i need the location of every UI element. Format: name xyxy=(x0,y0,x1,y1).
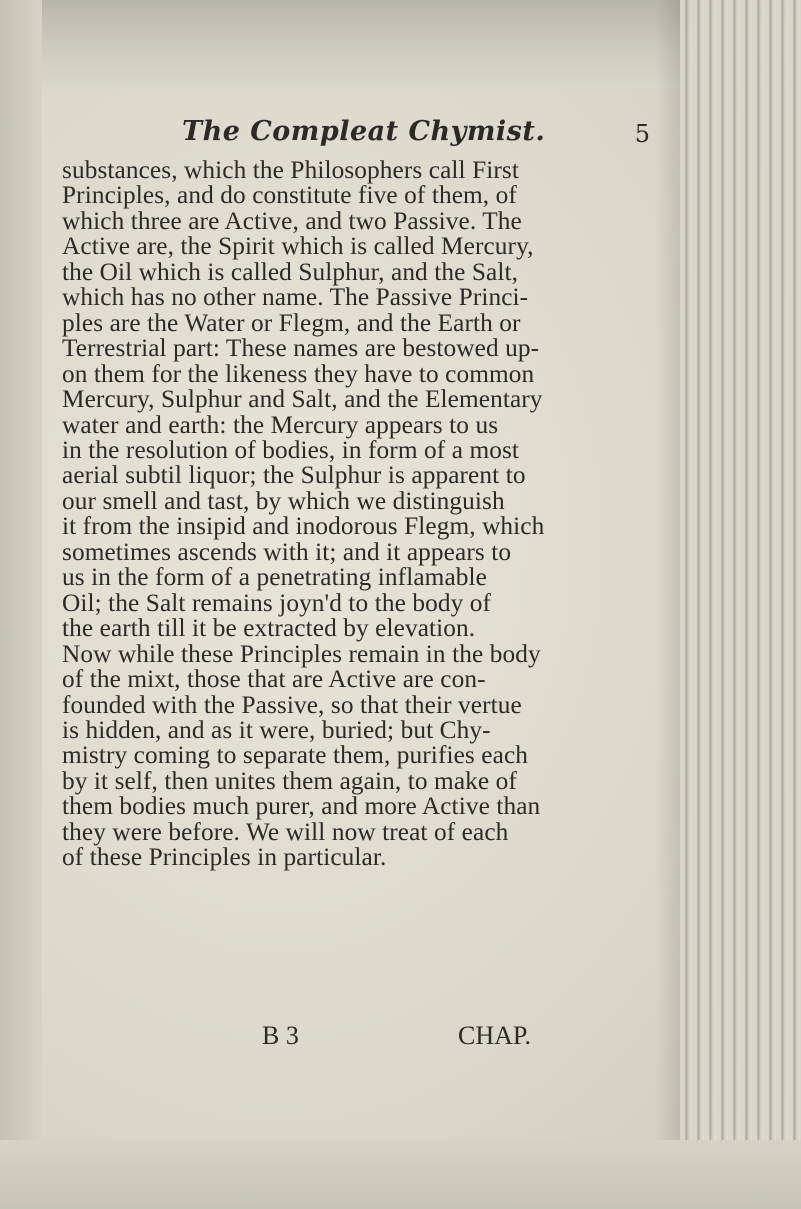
text-line: substances, which the Philosophers call First xyxy=(62,156,519,184)
text-line: they were before. We will now treat of each xyxy=(62,817,509,846)
text-line: it from the insipid and inodorous Flegm, which xyxy=(62,512,545,541)
bottom-margin xyxy=(0,1140,801,1209)
text-line: in the resolution of bodies, in form of a most xyxy=(62,435,520,464)
text-line: which three are Active, and two Passive. The xyxy=(62,206,522,235)
text-line: of these Principles in particular. xyxy=(62,843,387,872)
text-line: mistry coming to separate them, purifies each xyxy=(62,741,529,770)
text-line: which has no other name. The Passive Princi- xyxy=(62,283,529,312)
text-line: ples are the Water or Flegm, and the Earth or xyxy=(62,308,521,337)
text-line: is hidden, and as it were, buried; but Chy- xyxy=(62,715,491,744)
left-margin xyxy=(0,0,42,1209)
running-title: The Compleat Chymist. xyxy=(182,116,546,147)
text-line: the earth till it be extracted by elevation. xyxy=(62,614,476,643)
page-number: 5 xyxy=(634,120,650,148)
text-line: Terrestrial part: These names are bestowed up- xyxy=(62,334,540,363)
text-line: sometimes ascends with it; and it appears to xyxy=(62,537,512,566)
catchword: CHAP. xyxy=(458,1020,531,1050)
page-edges xyxy=(680,0,801,1209)
text-line: Active are, the Spirit which is called Mercury, xyxy=(62,232,534,261)
running-head xyxy=(62,110,672,158)
text-line: the Oil which is called Sulphur, and the Salt, xyxy=(62,257,519,286)
page-footer xyxy=(62,1021,672,1061)
text-line: by it self, then unites them again, to make of xyxy=(62,766,517,795)
text-line: on them for the likeness they have to common xyxy=(62,359,535,388)
text-line: Now while these Principles remain in the body xyxy=(62,639,541,668)
text-line: Oil; the Salt remains joyn'd to the body of xyxy=(62,588,492,617)
text-line: water and earth: the Mercury appears to us xyxy=(62,410,499,439)
text-line: of the mixt, those that are Active are con- xyxy=(62,665,486,694)
text-line: Principles, and do constitute five of them, of xyxy=(62,181,517,210)
text-line: aerial subtil liquor; the Sulphur is apparent to xyxy=(62,461,526,490)
body-text xyxy=(62,158,672,871)
signature-mark: B 3 xyxy=(262,1020,299,1050)
text-line: Mercury, Sulphur and Salt, and the Elementary xyxy=(62,385,543,414)
text-line: them bodies much purer, and more Active than xyxy=(62,792,541,821)
text-line: founded with the Passive, so that their vertue xyxy=(62,690,522,719)
text-line: our smell and tast, by which we distinguish xyxy=(62,486,505,515)
text-line: us in the form of a penetrating inflamable xyxy=(62,563,487,592)
book-page xyxy=(62,110,672,1061)
